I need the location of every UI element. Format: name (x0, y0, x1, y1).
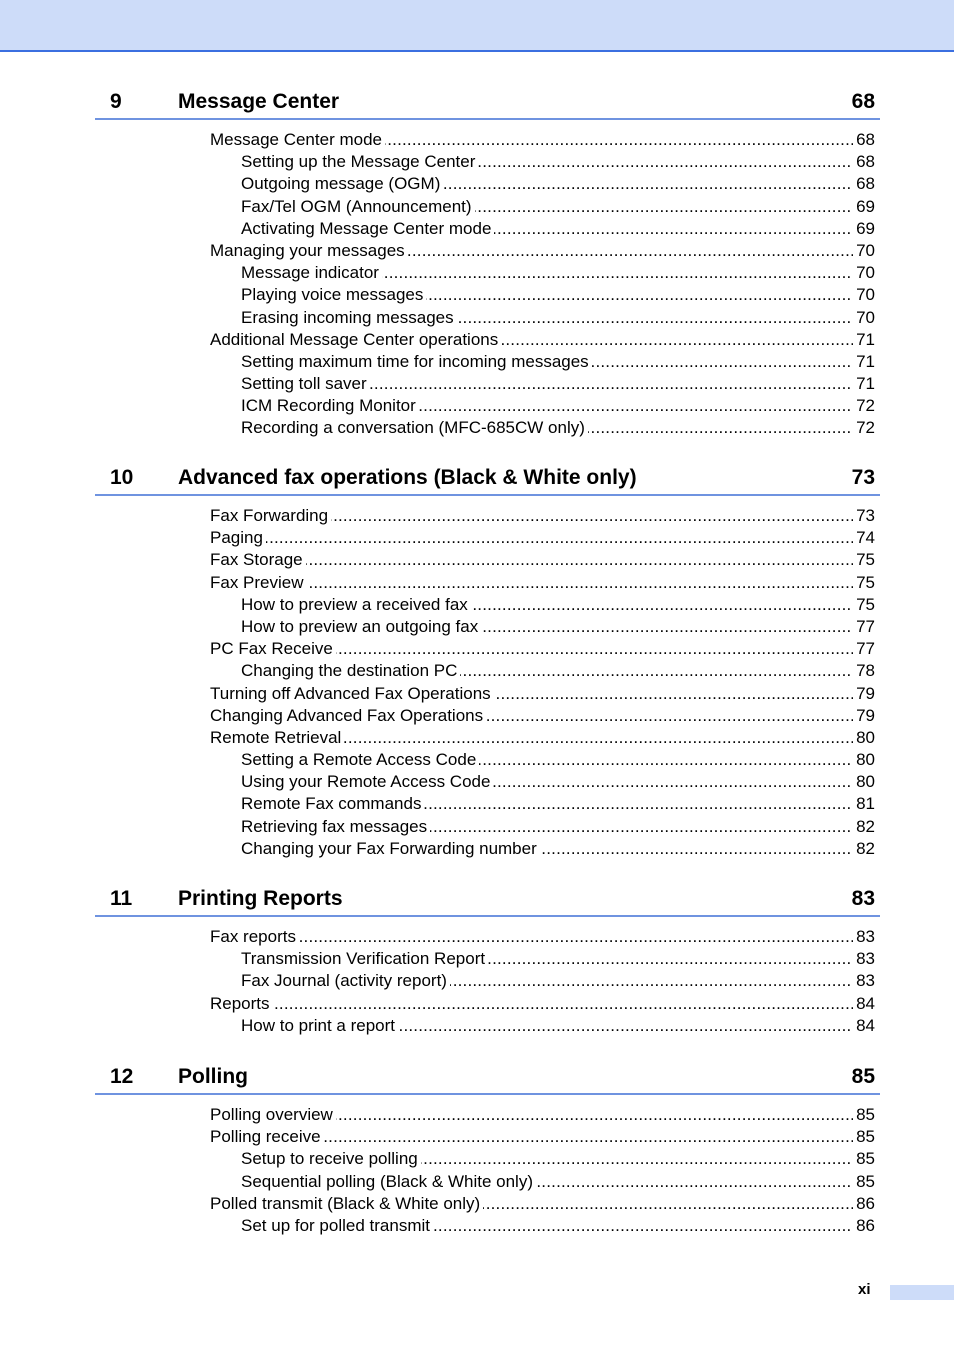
toc-entry[interactable] (241, 373, 880, 395)
dot-leader (241, 1215, 853, 1237)
entry-title: Fax Preview (210, 573, 307, 592)
dot-leader (210, 240, 853, 262)
entry-page: 70 (853, 307, 875, 329)
entry-page: 80 (853, 771, 875, 793)
toc-entry[interactable] (210, 1104, 880, 1126)
entry-title: Fax Storage (210, 550, 306, 569)
toc-entry[interactable] (210, 572, 880, 594)
dot-leader (241, 218, 853, 240)
chapter-number: 9 (110, 90, 122, 113)
dot-leader (241, 594, 853, 616)
dot-leader (241, 838, 853, 860)
chapter-page: 73 (851, 466, 875, 489)
entry-list (95, 505, 880, 860)
dot-leader (241, 816, 853, 838)
toc-entry[interactable] (241, 970, 880, 992)
dot-leader (241, 395, 853, 417)
entry-title: Outgoing message (OGM) (241, 174, 443, 193)
dot-leader (210, 549, 853, 571)
chapter-heading[interactable] (95, 90, 880, 120)
chapter-title: Polling (178, 1065, 248, 1088)
entry-page: 80 (853, 727, 875, 749)
dot-leader (241, 1015, 853, 1037)
toc-entry[interactable] (241, 417, 880, 439)
toc-entry[interactable] (210, 549, 880, 571)
dot-leader (241, 351, 853, 373)
toc-entry[interactable] (210, 240, 880, 262)
entry-title: PC Fax Receive (210, 639, 336, 658)
entry-page: 69 (853, 218, 875, 240)
dot-leader (210, 705, 853, 727)
dot-leader (210, 1104, 853, 1126)
toc-entry[interactable] (241, 351, 880, 373)
entry-page: 77 (853, 638, 875, 660)
chapter-section (95, 466, 880, 860)
toc-entry[interactable] (241, 151, 880, 173)
entry-page: 78 (853, 660, 875, 682)
dot-leader (210, 1126, 853, 1148)
entry-page: 71 (853, 373, 875, 395)
entry-title: Playing voice messages (241, 285, 426, 304)
dot-leader (241, 196, 853, 218)
dot-leader (241, 1148, 853, 1170)
footer-tab (890, 1285, 954, 1300)
dot-leader (241, 1171, 853, 1193)
chapter-section (95, 90, 880, 440)
toc-entry[interactable] (210, 505, 880, 527)
header-band (0, 0, 954, 52)
entry-page: 75 (853, 549, 875, 571)
toc-entry[interactable] (241, 307, 880, 329)
toc-entry[interactable] (241, 262, 880, 284)
toc-entry[interactable] (241, 816, 880, 838)
toc-entry[interactable] (241, 1015, 880, 1037)
chapter-heading[interactable] (95, 466, 880, 496)
entry-title: ICM Recording Monitor (241, 396, 419, 415)
chapter-number: 10 (110, 466, 134, 489)
dot-leader (241, 793, 853, 815)
entry-page: 68 (853, 173, 875, 195)
toc-entry[interactable] (241, 395, 880, 417)
chapter-title: Message Center (178, 90, 340, 113)
entry-page: 86 (853, 1215, 875, 1237)
entry-page: 74 (853, 527, 875, 549)
dot-leader (210, 638, 853, 660)
entry-title: Set up for polled transmit (241, 1216, 433, 1235)
entry-page: 71 (853, 329, 875, 351)
entry-title: Polled transmit (Black & White only) (210, 1194, 483, 1213)
entry-page: 85 (853, 1104, 875, 1126)
entry-page: 71 (853, 351, 875, 373)
chapter-number: 12 (110, 1065, 134, 1088)
toc-entry[interactable] (210, 727, 880, 749)
entry-page: 79 (853, 705, 875, 727)
toc-entry[interactable] (241, 196, 880, 218)
entry-page: 84 (853, 1015, 875, 1037)
entry-title: Fax Journal (activity report) (241, 971, 450, 990)
entry-title: Fax reports (210, 927, 299, 946)
entry-title: Polling overview (210, 1105, 336, 1124)
entry-title: Sequential polling (Black & White only) (241, 1172, 536, 1191)
entry-title: Changing the destination PC (241, 661, 460, 680)
toc-entry[interactable] (210, 329, 880, 351)
dot-leader (241, 948, 853, 970)
toc-entry[interactable] (241, 838, 880, 860)
entry-page: 86 (853, 1193, 875, 1215)
dot-leader (241, 749, 853, 771)
entry-title: Changing your Fax Forwarding number (241, 839, 540, 858)
toc-entry[interactable] (210, 1193, 880, 1215)
dot-leader (210, 683, 853, 705)
page-number: xi (858, 1281, 871, 1298)
toc-entry[interactable] (210, 1126, 880, 1148)
entry-title: Additional Message Center operations (210, 330, 501, 349)
dot-leader (210, 926, 853, 948)
entry-title: Recording a conversation (MFC-685CW only) (241, 418, 588, 437)
entry-title: Message Center mode (210, 130, 385, 149)
entry-title: How to print a report (241, 1016, 398, 1035)
dot-leader (241, 151, 853, 173)
entry-title: Setting toll saver (241, 374, 370, 393)
dot-leader (241, 660, 853, 682)
toc-entry[interactable] (210, 683, 880, 705)
toc-entry[interactable] (210, 926, 880, 948)
entry-page: 85 (853, 1126, 875, 1148)
dot-leader (241, 970, 853, 992)
entry-title: How to preview an outgoing fax (241, 617, 481, 636)
chapter-title: Advanced fax operations (Black & White only) (178, 466, 637, 489)
entry-title: Reports (210, 994, 273, 1013)
entry-page: 80 (853, 749, 875, 771)
entry-page: 81 (853, 793, 875, 815)
chapter-number: 11 (110, 887, 133, 910)
entry-page: 83 (853, 970, 875, 992)
chapter-section (95, 1065, 880, 1237)
entry-page: 69 (853, 196, 875, 218)
entry-title: Setup to receive polling (241, 1149, 421, 1168)
entry-page: 82 (853, 838, 875, 860)
toc-entry[interactable] (241, 660, 880, 682)
dot-leader (241, 771, 853, 793)
toc-entry[interactable] (210, 705, 880, 727)
toc-entry[interactable] (241, 616, 880, 638)
toc-entry[interactable] (241, 173, 880, 195)
entry-title: Changing Advanced Fax Operations (210, 706, 486, 725)
chapter-page: 68 (851, 90, 875, 113)
entry-page: 82 (853, 816, 875, 838)
dot-leader (241, 373, 853, 395)
toc-entry[interactable] (210, 527, 880, 549)
entry-page: 73 (853, 505, 875, 527)
entry-page: 83 (853, 948, 875, 970)
entry-title: Activating Message Center mode (241, 219, 494, 238)
toc-entry[interactable] (241, 771, 880, 793)
dot-leader (210, 527, 853, 549)
toc-entry[interactable] (241, 218, 880, 240)
dot-leader (241, 417, 853, 439)
dot-leader (210, 505, 853, 527)
dot-leader (241, 262, 853, 284)
entry-title: Erasing incoming messages (241, 308, 457, 327)
entry-page: 70 (853, 262, 875, 284)
entry-title: Retrieving fax messages (241, 817, 430, 836)
entry-title: Remote Retrieval (210, 728, 344, 747)
entry-title: Transmission Verification Report (241, 949, 488, 968)
entry-page: 72 (853, 395, 875, 417)
toc-entry[interactable] (210, 638, 880, 660)
entry-page: 75 (853, 572, 875, 594)
dot-leader (210, 129, 853, 151)
entry-title: Setting a Remote Access Code (241, 750, 479, 769)
chapter-page: 83 (851, 887, 875, 910)
entry-list (95, 926, 880, 1037)
dot-leader (210, 329, 853, 351)
entry-page: 85 (853, 1148, 875, 1170)
chapter-section (95, 887, 880, 1037)
entry-title: How to preview a received fax (241, 595, 471, 614)
entry-title: Using your Remote Access Code (241, 772, 493, 791)
entry-page: 84 (853, 993, 875, 1015)
toc-entry[interactable] (241, 284, 880, 306)
toc-entry[interactable] (241, 948, 880, 970)
entry-page: 68 (853, 129, 875, 151)
entry-list (95, 1104, 880, 1237)
toc-entry[interactable] (241, 1171, 880, 1193)
dot-leader (210, 572, 853, 594)
entry-page: 70 (853, 240, 875, 262)
dot-leader (210, 1193, 853, 1215)
entry-page: 72 (853, 417, 875, 439)
toc-entry[interactable] (210, 129, 880, 151)
entry-title: Polling receive (210, 1127, 324, 1146)
dot-leader (210, 993, 853, 1015)
dot-leader (241, 284, 853, 306)
entry-title: Setting maximum time for incoming messages (241, 352, 592, 371)
entry-list (95, 129, 880, 440)
entry-title: Fax Forwarding (210, 506, 331, 525)
entry-page: 85 (853, 1171, 875, 1193)
entry-page: 77 (853, 616, 875, 638)
dot-leader (241, 616, 853, 638)
entry-page: 79 (853, 683, 875, 705)
dot-leader (241, 307, 853, 329)
chapter-heading[interactable] (95, 887, 880, 917)
toc-entry[interactable] (241, 749, 880, 771)
entry-title: Fax/Tel OGM (Announcement) (241, 197, 475, 216)
entry-page: 75 (853, 594, 875, 616)
chapter-title: Printing Reports (178, 887, 343, 910)
dot-leader (241, 173, 853, 195)
toc-entry[interactable] (241, 1215, 880, 1237)
entry-page: 70 (853, 284, 875, 306)
entry-page: 83 (853, 926, 875, 948)
toc-entry[interactable] (241, 594, 880, 616)
toc-entry[interactable] (241, 1148, 880, 1170)
toc-entry[interactable] (210, 993, 880, 1015)
dot-leader (210, 727, 853, 749)
entry-title: Remote Fax commands (241, 794, 424, 813)
chapter-heading[interactable] (95, 1065, 880, 1095)
chapter-page: 85 (851, 1065, 875, 1088)
entry-title: Message indicator (241, 263, 382, 282)
entry-page: 68 (853, 151, 875, 173)
entry-title: Managing your messages (210, 241, 408, 260)
entry-title: Paging (210, 528, 266, 547)
entry-title: Setting up the Message Center (241, 152, 478, 171)
toc-entry[interactable] (241, 793, 880, 815)
entry-title: Turning off Advanced Fax Operations (210, 684, 494, 703)
